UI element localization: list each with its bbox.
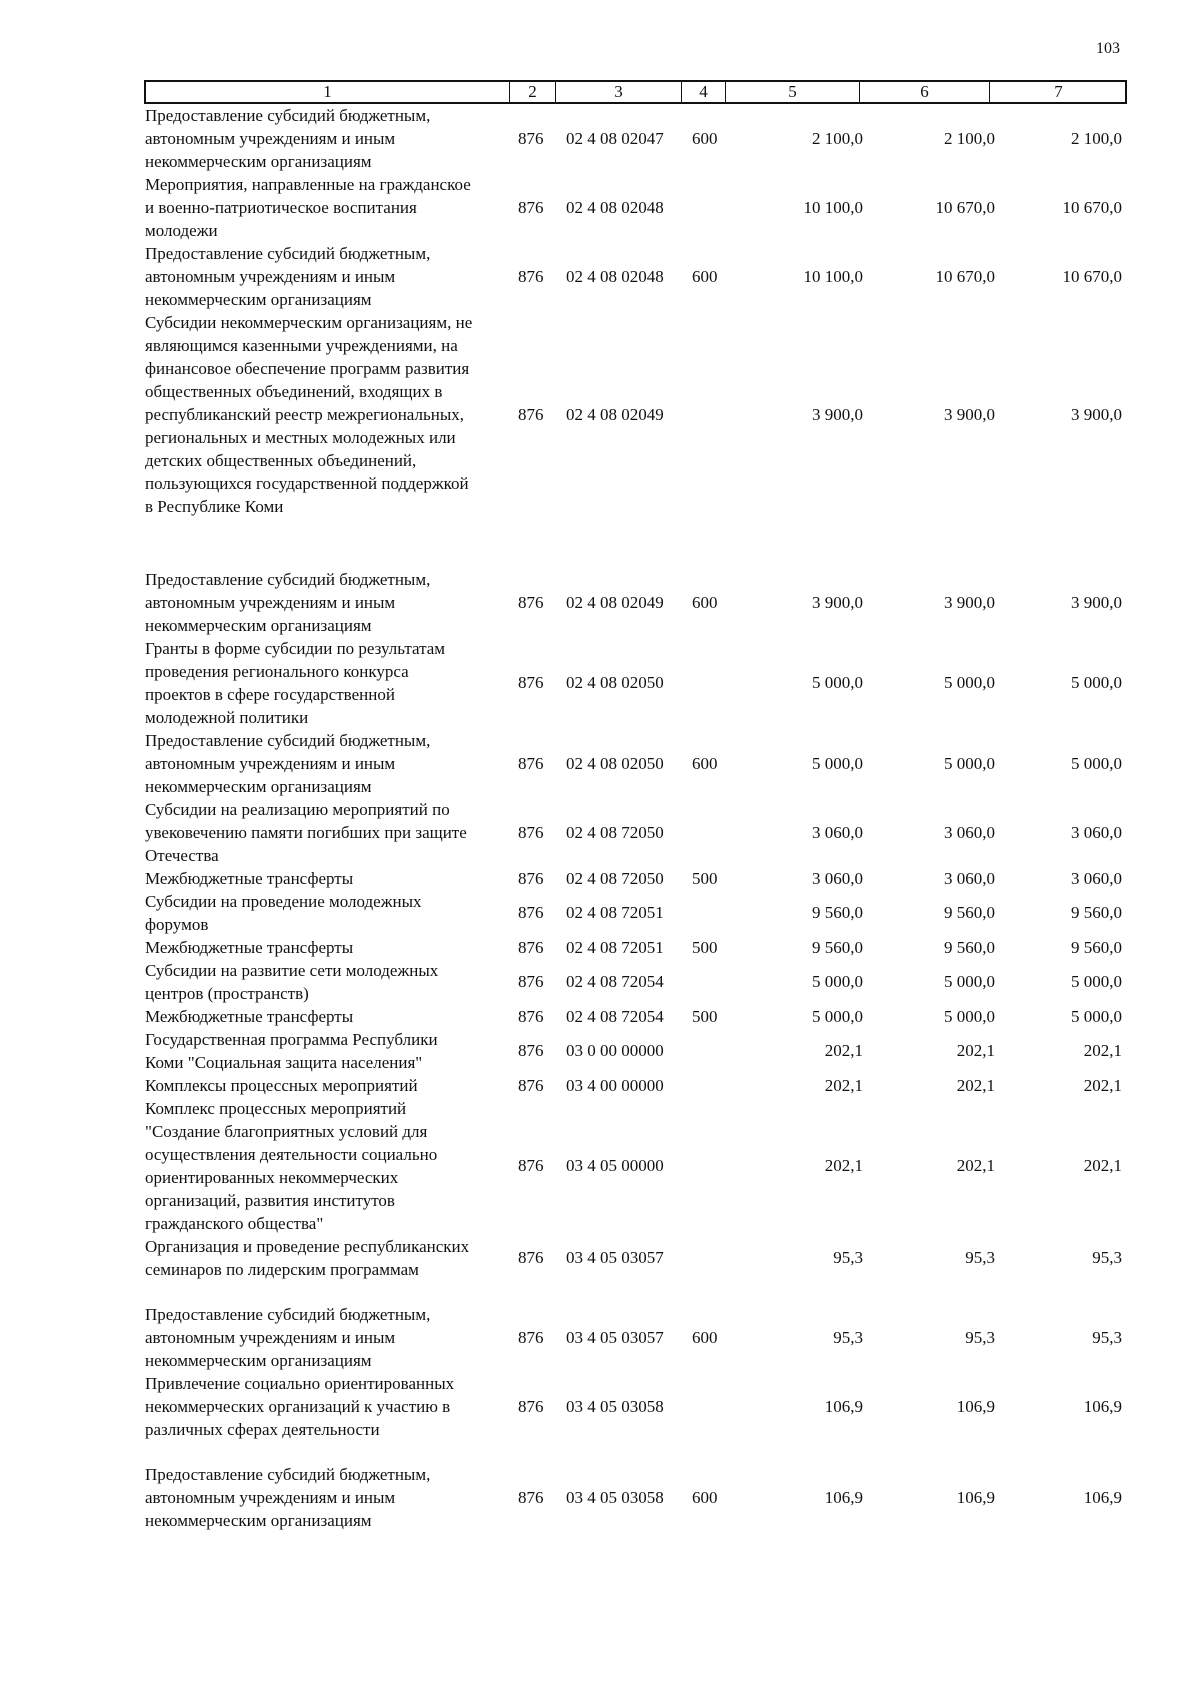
row-description: Предоставление субсидий бюджетным, автономным учреждениям и иным некоммерческим организациям <box>145 1305 431 1370</box>
row-admin-code: 876 <box>518 1487 544 1507</box>
row-expense-type: 500 <box>692 937 718 957</box>
row-admin-code: 876 <box>518 972 544 991</box>
row-expense-type: 600 <box>692 1327 718 1347</box>
row-expense-type: 600 <box>692 753 718 773</box>
row-amount-col5: 5 000,0 <box>812 972 863 991</box>
row-target-article: 02 4 08 02050 <box>566 753 664 773</box>
row-amount-col7: 10 670,0 <box>1062 266 1122 286</box>
row-amount-col7: 202,1 <box>1083 1156 1122 1175</box>
row-amount-col6: 2 100,0 <box>944 128 995 148</box>
row-target-article: 02 4 08 72051 <box>566 903 664 922</box>
table-row <box>0 311 1200 568</box>
row-target-article: 02 4 08 72054 <box>566 1006 664 1026</box>
row-target-article: 03 4 05 03057 <box>566 1327 664 1347</box>
table-row <box>0 959 1200 1005</box>
row-description: Гранты в форме субсидии по результатам проведения регионального конкурса проектов в сфере государственной молодежной политики <box>145 639 446 727</box>
row-admin-code: 876 <box>518 903 544 922</box>
row-amount-col6: 3 060,0 <box>944 822 995 842</box>
table-row <box>0 568 1200 637</box>
row-amount-col6: 3 900,0 <box>944 404 995 424</box>
table-header <box>144 80 1127 104</box>
table-row <box>0 1005 1200 1028</box>
row-target-article: 02 4 08 02047 <box>566 128 664 148</box>
row-target-article: 02 4 08 72051 <box>566 937 664 957</box>
table-row <box>0 1303 1200 1372</box>
row-admin-code: 876 <box>518 1156 544 1175</box>
row-amount-col7: 3 900,0 <box>1071 404 1122 424</box>
row-amount-col6: 5 000,0 <box>944 972 995 991</box>
row-target-article: 02 4 08 02050 <box>566 673 664 692</box>
row-target-article: 03 4 05 03058 <box>566 1396 664 1416</box>
row-amount-col5: 95,3 <box>833 1248 863 1267</box>
row-target-article: 03 0 00 00000 <box>566 1041 664 1060</box>
row-description: Субсидии на проведение молодежных форумов <box>145 892 422 934</box>
row-amount-col6: 5 000,0 <box>944 673 995 692</box>
row-admin-code: 876 <box>518 1327 544 1347</box>
row-amount-col5: 2 100,0 <box>812 128 863 148</box>
row-amount-col7: 5 000,0 <box>1071 753 1122 773</box>
table-row <box>0 1463 1200 1532</box>
row-amount-col7: 5 000,0 <box>1071 1006 1122 1026</box>
row-amount-col5: 5 000,0 <box>812 753 863 773</box>
row-amount-col5: 5 000,0 <box>812 1006 863 1026</box>
row-expense-type: 500 <box>692 1006 718 1026</box>
row-amount-col5: 106,9 <box>824 1487 863 1507</box>
row-amount-col7: 3 060,0 <box>1071 822 1122 842</box>
row-amount-col7: 2 100,0 <box>1071 128 1122 148</box>
header-cell-6: 6 <box>860 82 990 102</box>
header-cell-1: 1 <box>146 82 510 102</box>
row-description: Субсидии на развитие сети молодежных центров (пространств) <box>145 961 439 1003</box>
row-admin-code: 876 <box>518 1396 544 1416</box>
row-admin-code: 876 <box>518 1248 544 1267</box>
row-description: Комплексы процессных мероприятий <box>145 1076 418 1095</box>
row-amount-col6: 202,1 <box>956 1075 995 1095</box>
row-target-article: 02 4 08 02049 <box>566 592 664 612</box>
row-admin-code: 876 <box>518 753 544 773</box>
row-description: Межбюджетные трансферты <box>145 938 354 957</box>
row-amount-col6: 9 560,0 <box>944 903 995 922</box>
row-admin-code: 876 <box>518 1041 544 1060</box>
row-admin-code: 876 <box>518 937 544 957</box>
table-row <box>0 637 1200 729</box>
row-target-article: 03 4 05 00000 <box>566 1156 664 1175</box>
row-admin-code: 876 <box>518 592 544 612</box>
row-amount-col5: 3 060,0 <box>812 868 863 888</box>
header-cell-2: 2 <box>510 82 556 102</box>
row-amount-col6: 3 900,0 <box>944 592 995 612</box>
row-amount-col6: 95,3 <box>965 1248 995 1267</box>
table-row <box>0 1074 1200 1097</box>
row-description: Межбюджетные трансферты <box>145 869 354 888</box>
row-admin-code: 876 <box>518 868 544 888</box>
row-amount-col6: 5 000,0 <box>944 1006 995 1026</box>
row-amount-col7: 3 900,0 <box>1071 592 1122 612</box>
row-amount-col6: 10 670,0 <box>935 197 995 217</box>
row-description: Предоставление субсидий бюджетным, автономным учреждениям и иным некоммерческим организациям <box>145 1465 431 1530</box>
row-amount-col6: 106,9 <box>956 1487 995 1507</box>
table-row <box>0 1097 1200 1235</box>
row-amount-col7: 106,9 <box>1083 1396 1122 1416</box>
row-description: Предоставление субсидий бюджетным, автономным учреждениям и иным некоммерческим организациям <box>145 570 431 635</box>
row-expense-type: 600 <box>692 128 718 148</box>
row-description: Субсидии некоммерческим организациям, не являющимся казенными учреждениями, на финансовое обеспечение программ развития общественных объединений, входящих в республиканский реестр межрегиональных, региональных и местных молодежных или детских общественных объединений, пользующихся государственной поддержкой в Республике Коми <box>145 313 473 516</box>
row-target-article: 02 4 08 72050 <box>566 868 664 888</box>
row-amount-col5: 106,9 <box>824 1396 863 1416</box>
row-amount-col5: 10 100,0 <box>803 197 863 217</box>
row-amount-col7: 10 670,0 <box>1062 197 1122 217</box>
table-row <box>0 936 1200 959</box>
row-expense-type: 600 <box>692 1487 718 1507</box>
row-description: Государственная программа Республики Коми "Социальная защита населения" <box>145 1030 438 1072</box>
row-expense-type: 600 <box>692 266 718 286</box>
table-row <box>0 729 1200 798</box>
row-amount-col6: 106,9 <box>956 1396 995 1416</box>
row-admin-code: 876 <box>518 1075 544 1095</box>
header-cell-4: 4 <box>682 82 726 102</box>
table-row <box>0 890 1200 936</box>
row-admin-code: 876 <box>518 1006 544 1026</box>
row-amount-col6: 202,1 <box>956 1156 995 1175</box>
table-row <box>0 867 1200 890</box>
row-admin-code: 876 <box>518 673 544 692</box>
row-admin-code: 876 <box>518 128 544 148</box>
table-row <box>0 1028 1200 1074</box>
row-target-article: 02 4 08 72054 <box>566 972 664 991</box>
row-expense-type: 600 <box>692 592 718 612</box>
row-description: Предоставление субсидий бюджетным, автономным учреждениям и иным некоммерческим организациям <box>145 106 431 171</box>
row-description: Комплекс процессных мероприятий "Создание благоприятных условий для осуществления деятельности социально ориентированных некоммерческих организаций, развития институтов гражданского общества" <box>145 1099 438 1233</box>
row-description: Субсидии на реализацию мероприятий по увековечению памяти погибших при защите Отечества <box>145 800 467 865</box>
row-amount-col7: 9 560,0 <box>1071 937 1122 957</box>
row-amount-col5: 3 900,0 <box>812 404 863 424</box>
table-row <box>0 173 1200 242</box>
table-row <box>0 1235 1200 1303</box>
row-amount-col5: 202,1 <box>824 1041 863 1060</box>
row-target-article: 03 4 05 03058 <box>566 1487 664 1507</box>
row-amount-col7: 5 000,0 <box>1071 673 1122 692</box>
row-amount-col7: 202,1 <box>1083 1041 1122 1060</box>
header-cell-3: 3 <box>556 82 682 102</box>
row-target-article: 03 4 00 00000 <box>566 1075 664 1095</box>
row-target-article: 02 4 08 02048 <box>566 197 664 217</box>
header-cell-5: 5 <box>726 82 860 102</box>
header-cell-7: 7 <box>1054 82 1063 101</box>
row-target-article: 03 4 05 03057 <box>566 1248 664 1267</box>
row-amount-col5: 202,1 <box>824 1075 863 1095</box>
row-description: Предоставление субсидий бюджетным, автономным учреждениям и иным некоммерческим организациям <box>145 244 431 309</box>
row-amount-col5: 9 560,0 <box>812 903 863 922</box>
row-amount-col6: 95,3 <box>965 1327 995 1347</box>
budget-table-body <box>0 104 1200 1532</box>
table-row <box>0 1372 1200 1463</box>
row-amount-col5: 95,3 <box>833 1327 863 1347</box>
row-amount-col5: 3 060,0 <box>812 822 863 842</box>
table-row <box>0 242 1200 311</box>
row-amount-col7: 202,1 <box>1083 1075 1122 1095</box>
row-description: Привлечение социально ориентированных некоммерческих организаций к участию в различных сферах деятельности <box>145 1374 455 1439</box>
row-target-article: 02 4 08 02049 <box>566 404 664 424</box>
row-description: Организация и проведение республиканских семинаров по лидерским программам <box>145 1237 470 1279</box>
row-target-article: 02 4 08 02048 <box>566 266 664 286</box>
row-description: Межбюджетные трансферты <box>145 1007 354 1026</box>
row-amount-col7: 5 000,0 <box>1071 972 1122 991</box>
row-amount-col7: 95,3 <box>1092 1248 1122 1267</box>
page-number: 103 <box>1096 40 1120 57</box>
row-amount-col6: 3 060,0 <box>944 868 995 888</box>
row-amount-col7: 95,3 <box>1092 1327 1122 1347</box>
row-admin-code: 876 <box>518 197 544 217</box>
row-amount-col5: 3 900,0 <box>812 592 863 612</box>
row-target-article: 02 4 08 72050 <box>566 822 664 842</box>
row-amount-col7: 106,9 <box>1083 1487 1122 1507</box>
table-row <box>0 798 1200 867</box>
row-description: Мероприятия, направленные на гражданское и военно-патриотическое воспитания молодежи <box>145 175 471 240</box>
row-admin-code: 876 <box>518 822 544 842</box>
row-amount-col5: 5 000,0 <box>812 673 863 692</box>
row-amount-col6: 9 560,0 <box>944 937 995 957</box>
row-description: Предоставление субсидий бюджетным, автономным учреждениям и иным некоммерческим организациям <box>145 731 431 796</box>
table-row <box>0 104 1200 173</box>
row-amount-col6: 10 670,0 <box>935 266 995 286</box>
row-amount-col7: 9 560,0 <box>1071 903 1122 922</box>
row-amount-col5: 10 100,0 <box>803 266 863 286</box>
row-amount-col6: 202,1 <box>956 1041 995 1060</box>
row-amount-col5: 9 560,0 <box>812 937 863 957</box>
row-amount-col5: 202,1 <box>824 1156 863 1175</box>
row-admin-code: 876 <box>518 266 544 286</box>
row-amount-col7: 3 060,0 <box>1071 868 1122 888</box>
row-amount-col6: 5 000,0 <box>944 753 995 773</box>
row-expense-type: 500 <box>692 868 718 888</box>
row-admin-code: 876 <box>518 404 544 424</box>
